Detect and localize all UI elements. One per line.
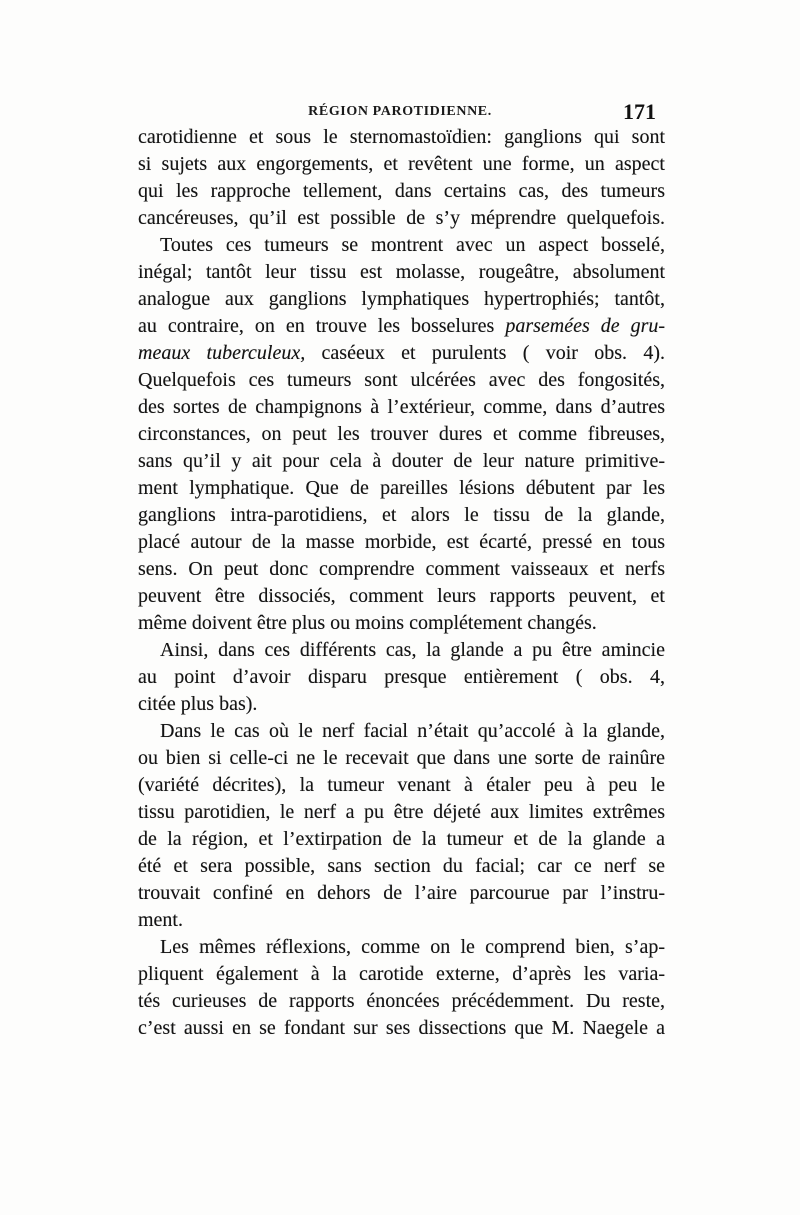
- text-line: ou bien si celle-ci ne le recevait que dans une sorte de rainûre: [138, 747, 665, 769]
- text-line: cancéreuses, qu’il est possible de s’y méprendre quelquefois.: [138, 207, 665, 229]
- running-head: RÉGION PAROTIDIENNE.: [308, 104, 492, 119]
- page-number: 171: [623, 99, 656, 124]
- text-line: [138, 313, 665, 340]
- text-line: c’est aussi en se fondant sur ses dissections que M. Naegele a: [138, 1017, 665, 1039]
- body-text: [138, 124, 665, 1042]
- text-line: inégal; tantôt leur tissu est molasse, rougeâtre, absolument: [138, 261, 665, 283]
- text-line: tissu parotidien, le nerf a pu être déjeté aux limites extrêmes: [138, 801, 665, 823]
- text-line: peuvent être dissociés, comment leurs rapports peuvent, et: [138, 585, 665, 607]
- text-line: Ainsi, dans ces différents cas, la glande a pu être amincie: [160, 639, 665, 661]
- italic-phrase: parsemées de gru-: [505, 315, 666, 337]
- text-line: ganglions intra-parotidiens, et alors le tissu de la glande,: [138, 504, 665, 526]
- italic-phrase: meaux tuberculeux,: [138, 342, 306, 364]
- text-line: au point d’avoir disparu presque entièrement ( obs. 4,: [138, 666, 665, 688]
- text-line: ment lymphatique. Que de pareilles lésions débutent par les: [138, 477, 665, 499]
- text-line: Quelquefois ces tumeurs sont ulcérées avec des fongosités,: [138, 369, 665, 391]
- text-line: Les mêmes réflexions, comme on le comprend bien, s’ap-: [160, 936, 665, 958]
- text-line: sens. On peut donc comprendre comment vaisseaux et nerfs: [138, 558, 665, 580]
- text-line: trouvait confiné en dehors de l’aire parcourue par l’instru-: [138, 882, 665, 904]
- text-line: sans qu’il y ait pour cela à douter de leur nature primitive-: [138, 450, 665, 472]
- text-line: Dans le cas où le nerf facial n’était qu’accolé à la glande,: [160, 720, 665, 742]
- text-line: des sortes de champignons à l’extérieur, comme, dans d’autres: [138, 396, 665, 418]
- roman-text: au contraire, on en trouve les bosselures: [138, 315, 495, 337]
- text-line: de la région, et l’extirpation de la tumeur et de la glande a: [138, 828, 665, 850]
- text-line: même doivent être plus ou moins complétement changés.: [138, 612, 597, 634]
- text-line: circonstances, on peut les trouver dures et comme fibreuses,: [138, 423, 665, 445]
- text-line: pliquent également à la carotide externe, d’après les varia-: [138, 963, 665, 985]
- text-line: (variété décrites), la tumeur venant à étaler peu à peu le: [138, 774, 665, 796]
- text-line: été et sera possible, sans section du facial; car ce nerf se: [138, 855, 665, 877]
- text-line: [138, 340, 665, 367]
- text-line: ment.: [138, 909, 183, 931]
- roman-text: caséeux et purulents ( voir obs. 4).: [321, 342, 666, 364]
- text-line: qui les rapproche tellement, dans certains cas, des tumeurs: [138, 180, 665, 202]
- text-line: citée plus bas).: [138, 693, 258, 715]
- text-line: tés curieuses de rapports énoncées précédemment. Du reste,: [138, 990, 665, 1012]
- text-line: carotidienne et sous le sternomastoïdien: ganglions qui sont: [138, 126, 665, 148]
- text-line: placé autour de la masse morbide, est écarté, pressé en tous: [138, 531, 665, 553]
- text-line: analogue aux ganglions lymphatiques hypertrophiés; tantôt,: [138, 288, 665, 310]
- text-line: Toutes ces tumeurs se montrent avec un aspect bosselé,: [160, 234, 665, 256]
- text-line: si sujets aux engorgements, et revêtent une forme, un aspect: [138, 153, 665, 175]
